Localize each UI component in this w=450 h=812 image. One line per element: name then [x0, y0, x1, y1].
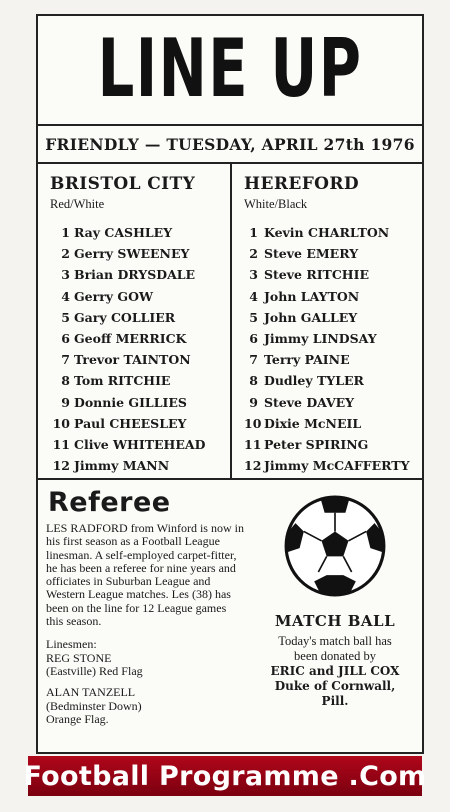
away-player-row: [244, 413, 422, 434]
away-player-row: [244, 328, 422, 349]
away-team-colors: White/Black: [244, 197, 308, 211]
watermark-text: Football Programme .Com: [23, 760, 427, 792]
match-ball-section: [250, 494, 420, 709]
player-name: Trevor TAINTON: [74, 352, 191, 368]
linesman-2-name: ALAN TANZELL: [46, 685, 136, 700]
home-player-row: [50, 349, 226, 370]
away-player-row: [244, 286, 422, 307]
referee-heading: Referee: [48, 487, 171, 518]
player-number: 11: [244, 436, 262, 452]
home-player-row: [50, 392, 226, 413]
linesman-1-name: REG STONE: [46, 650, 112, 665]
donor-line-1: ERIC and JILL COX: [270, 664, 400, 678]
player-number: 7: [61, 352, 70, 368]
player-number: 3: [249, 267, 258, 283]
player-name: Ray CASHLEY: [74, 225, 173, 240]
away-player-row: [244, 455, 422, 476]
player-number: 3: [61, 267, 70, 283]
home-player-row: [50, 434, 226, 455]
donor-line-2: Duke of Cornwall,: [274, 679, 396, 693]
player-name: Terry PAINE: [264, 352, 350, 368]
player-number: 8: [249, 373, 258, 389]
home-player-row: [50, 328, 226, 349]
player-number: 1: [61, 225, 70, 240]
match-ball-text: [250, 634, 420, 709]
away-player-row: [244, 222, 422, 243]
away-player-row: [244, 434, 422, 455]
home-player-row: [50, 286, 226, 307]
home-player-row: [50, 243, 226, 264]
player-name: Dixie McNEIL: [264, 415, 362, 431]
home-player-row: [50, 370, 226, 391]
away-player-row: [244, 307, 422, 328]
player-name: John GALLEY: [264, 309, 358, 325]
linesman-2-flag: Orange Flag.: [46, 711, 109, 726]
player-number: 2: [61, 246, 70, 262]
team-lineups: [38, 164, 422, 480]
player-number: 6: [249, 330, 258, 346]
home-team-name: BRISTOL CITY: [50, 174, 196, 194]
match-subtitle: FRIENDLY — TUESDAY, APRIL 27th 1976: [38, 124, 422, 164]
player-number: 12: [244, 458, 262, 474]
player-name: Steve EMERY: [264, 246, 359, 262]
home-player-row: [50, 307, 226, 328]
linesmen-info: [46, 638, 246, 726]
away-player-list: [244, 222, 422, 476]
player-number: 5: [249, 309, 258, 325]
player-number: 8: [61, 373, 70, 389]
player-name: Jimmy LINDSAY: [264, 330, 377, 346]
player-name: Steve DAVEY: [264, 394, 355, 410]
home-player-list: [50, 222, 226, 476]
donor-line-3: Pill.: [321, 694, 349, 708]
player-number: 6: [61, 330, 70, 346]
player-number: 2: [249, 246, 258, 262]
away-player-row: [244, 264, 422, 285]
page-title: LINE UP: [97, 22, 363, 115]
linesman-2-detail: (Bedminster Down): [46, 698, 142, 713]
column-divider: [230, 164, 232, 478]
linesmen-label: Linesmen:: [46, 637, 97, 652]
referee-bio: LES RADFORD from Winford is now in his first season as a Football League linesman. A self-employed carpet-fitter, he has been a referee for nine years and officiates in Suburban League and Western League matches. Les (38) has been on the line for 12 League games this season.: [46, 521, 244, 629]
player-name: Clive WHITEHEAD: [74, 436, 206, 452]
player-number: 4: [249, 288, 258, 304]
player-number: 1: [249, 225, 258, 240]
away-team-column: [244, 174, 422, 476]
player-name: Geoff MERRICK: [74, 330, 187, 346]
away-player-row: [244, 243, 422, 264]
player-name: Jimmy MANN: [74, 458, 170, 474]
player-name: Tom RITCHIE: [74, 373, 171, 389]
home-team-colors: Red/White: [50, 197, 105, 211]
programme-page: [36, 14, 424, 754]
home-player-row: [50, 222, 226, 243]
home-team-column: [50, 174, 226, 476]
match-ball-line-1: Today's match ball has: [278, 634, 392, 648]
player-number: 10: [52, 415, 70, 431]
player-number: 9: [61, 394, 70, 410]
player-name: John LAYTON: [264, 288, 360, 304]
player-number: 10: [244, 415, 262, 431]
player-name: Kevin CHARLTON: [264, 225, 390, 240]
away-player-row: [244, 392, 422, 413]
player-name: Gerry GOW: [74, 288, 154, 304]
watermark-banner: [23, 756, 427, 796]
player-name: Jimmy McCAFFERTY: [264, 458, 410, 474]
player-number: 11: [52, 436, 70, 452]
away-player-row: [244, 349, 422, 370]
player-name: Paul CHEESLEY: [74, 415, 187, 431]
player-name: Brian DRYSDALE: [74, 267, 196, 283]
home-player-row: [50, 413, 226, 434]
away-player-row: [244, 370, 422, 391]
linesman-1-detail: (Eastville) Red Flag: [46, 663, 143, 678]
player-name: Gerry SWEENEY: [74, 246, 190, 262]
away-team-name: HEREFORD: [244, 174, 360, 194]
player-number: 9: [249, 394, 258, 410]
referee-section: [46, 488, 246, 734]
player-number: 5: [61, 309, 70, 325]
match-ball-heading: MATCH BALL: [274, 612, 396, 630]
player-name: Gary COLLIER: [74, 309, 176, 325]
player-name: Donnie GILLIES: [74, 394, 187, 410]
player-number: 12: [52, 458, 70, 474]
match-ball-line-2: been donated by: [294, 649, 376, 663]
home-player-row: [50, 264, 226, 285]
football-icon: [283, 494, 387, 598]
player-name: Steve RITCHIE: [264, 267, 369, 283]
player-name: Dudley TYLER: [264, 373, 364, 389]
player-number: 4: [61, 288, 70, 304]
home-player-row: [50, 455, 226, 476]
player-name: Peter SPIRING: [264, 436, 369, 452]
player-number: 7: [249, 352, 258, 368]
